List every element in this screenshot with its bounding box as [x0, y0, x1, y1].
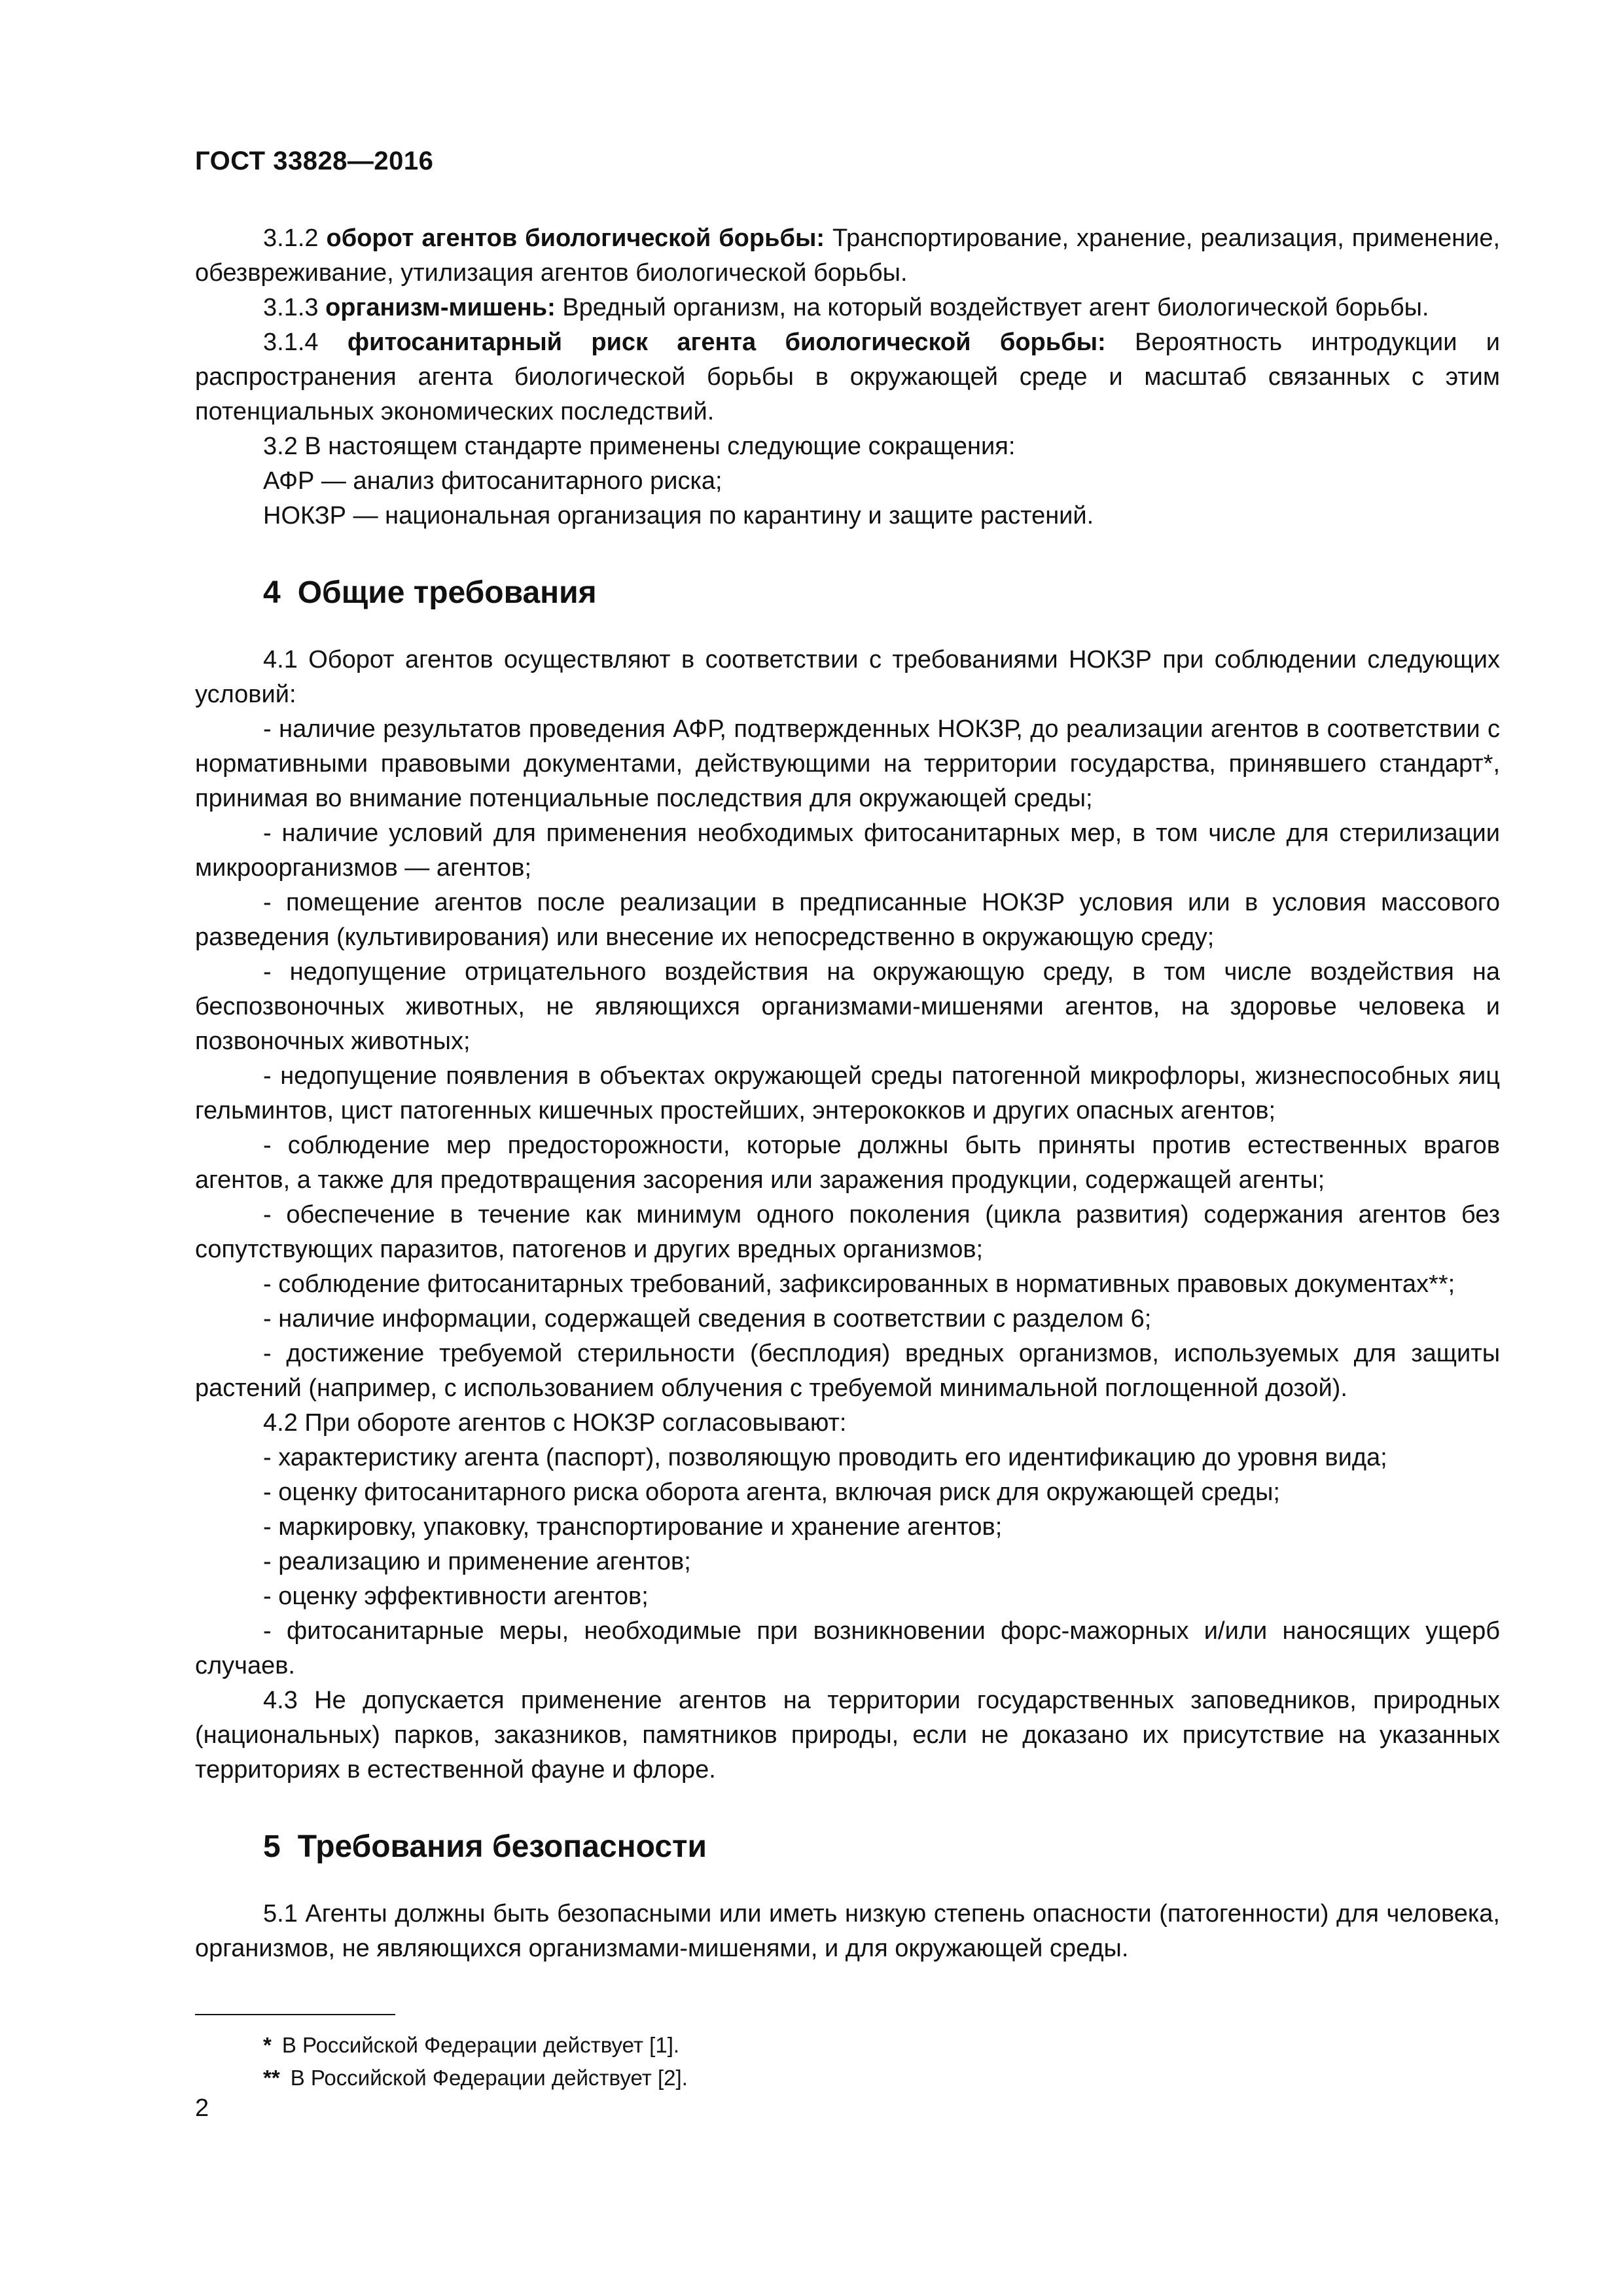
term-3-1-3	[195, 291, 1500, 325]
term-number: 3.1.4	[263, 329, 319, 356]
footnotes	[263, 2029, 688, 2094]
list-item: - недопущение отрицательного воздействия на окружающую среду, в том числе воздействия на беспозвоночных животных, не являющихся организмами-мишенями агентов, на здоровье человека и позвоночных животных;	[195, 958, 1500, 1055]
footnote-divider	[195, 2014, 395, 2015]
list-item: - оценку фитосанитарного риска оборота агента, включая риск для окружающей среды;	[263, 1479, 1280, 1506]
list-item: - реализацию и применение агентов;	[263, 1548, 691, 1575]
footnote-mark: **	[263, 2066, 280, 2090]
paragraph-4-3: 4.3 Не допускается применение агентов на территории государственных заповедников, природных (национальных) парков, заказников, памятников природы, если не доказано их присутствие на указанных территориях в естественной фауне и флоре.	[195, 1687, 1500, 1784]
paragraph-4-2: 4.2 При обороте агентов с НОКЗР согласовывают:	[263, 1409, 847, 1437]
term-definition: Транспортирование, хранение, реализация, применение, обезвреживание, утилизация агентов биологической борьбы.	[195, 224, 1501, 287]
document-body	[195, 221, 1500, 1966]
list-item: - наличие условий для применения необходимых фитосанитарных мер, в том числе для стерилизации микроорганизмов — агентов;	[195, 819, 1500, 882]
term-number: 3.1.2	[263, 224, 319, 252]
list-item: - наличие информации, содержащей сведения в соответствии с разделом 6;	[263, 1305, 1152, 1333]
paragraph-5-1: 5.1 Агенты должны быть безопасными или иметь низкую степень опасности (патогенности) для человека, организмов, не являющихся организмами-мишенями, и для окружающей среды.	[195, 1900, 1500, 1962]
paragraph-3-2: 3.2 В настоящем стандарте применены следующие сокращения:	[263, 433, 1016, 460]
term-definition: Вероятность интродукции и распространения агента биологической борьбы в окружающей среде и масштаб связанных с этим потенциальных экономических последствий.	[195, 329, 1500, 425]
list-item: - оценку эффективности агентов;	[263, 1583, 649, 1610]
section-number: 5	[263, 1829, 281, 1864]
footnote	[263, 2062, 688, 2094]
list-item: - помещение агентов после реализации в предписанные НОКЗР условия или в условия массового разведения (культивирования) или внесение их непосредственно в окружающую среду;	[195, 889, 1500, 951]
section-4-heading	[195, 573, 1500, 613]
section-title: Общие требования	[297, 575, 597, 610]
list-item: - фитосанитарные меры, необходимые при возникновении форс-мажорных и/или наносящих ущерб случаев.	[195, 1617, 1500, 1679]
section-5-heading	[195, 1827, 1500, 1867]
standard-code: ГОСТ 33828—2016	[195, 147, 434, 175]
list-item: - соблюдение фитосанитарных требований, зафиксированных в нормативных правовых документах**;	[263, 1270, 1455, 1298]
list-item: - достижение требуемой стерильности (бесплодия) вредных организмов, используемых для защиты растений (например, с использованием облучения с требуемой минимальной поглощенной дозой).	[195, 1340, 1500, 1402]
term-name: оборот агентов биологической борьбы:	[326, 224, 825, 252]
footnote-text: В Российской Федерации действует [1].	[281, 2033, 680, 2057]
footnote	[263, 2029, 688, 2062]
list-item: - наличие результатов проведения АФР, подтвержденных НОКЗР, до реализации агентов в соответствии с нормативными правовыми документами, действующими на территории государства, принявшего стандарт*, принимая во внимание потенциальные последствия для окружающей среды;	[195, 715, 1500, 812]
term-3-1-2	[195, 221, 1500, 291]
term-3-1-4	[195, 325, 1500, 429]
footnote-text: В Российской Федерации действует [2].	[290, 2066, 688, 2090]
section-number: 4	[263, 575, 281, 610]
list-item: - характеристику агента (паспорт), позволяющую проводить его идентификацию до уровня вида;	[263, 1444, 1387, 1471]
page-number: 2	[195, 2094, 209, 2122]
footnote-mark: *	[263, 2033, 272, 2057]
list-item: - маркировку, упаковку, транспортирование и хранение агентов;	[263, 1513, 1003, 1541]
abbreviation-nokzr: НОКЗР — национальная организация по карантину и защите растений.	[263, 502, 1094, 529]
list-item: - недопущение появления в объектах окружающей среды патогенной микрофлоры, жизнеспособных яиц гельминтов, цист патогенных кишечных простейших, энтерококков и других опасных агентов;	[195, 1062, 1500, 1124]
list-item: - обеспечение в течение как минимум одного поколения (цикла развития) содержания агентов без сопутствующих паразитов, патогенов и других вредных организмов;	[195, 1201, 1500, 1263]
paragraph-4-1: 4.1 Оборот агентов осуществляют в соответствии с требованиями НОКЗР при соблюдении следующих условий:	[195, 646, 1500, 708]
term-name: фитосанитарный риск агента биологической борьбы:	[347, 329, 1106, 356]
abbreviation-afr: АФР — анализ фитосанитарного риска;	[263, 467, 722, 495]
term-name: организм-мишень:	[325, 294, 556, 321]
term-number: 3.1.3	[263, 294, 319, 321]
section-title: Требования безопасности	[297, 1829, 707, 1864]
term-definition: Вредный организм, на который воздействует агент биологической борьбы.	[562, 294, 1429, 321]
list-item: - соблюдение мер предосторожности, которые должны быть приняты против естественных врагов агентов, а также для предотвращения засорения или заражения продукции, содержащей агенты;	[195, 1132, 1500, 1194]
